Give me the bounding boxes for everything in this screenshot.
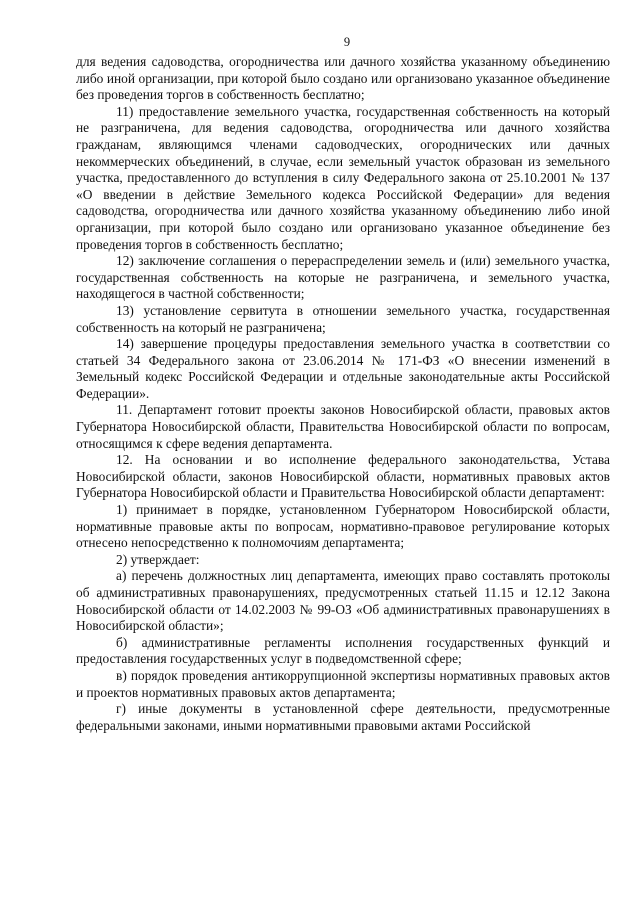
paragraph-subitem-b: б) административные регламенты исполнения государственных функций и предоставления государственных услуг в подведомственной сфере; [76,634,610,667]
paragraph-item-12: 12) заключение соглашения о перераспределении земель и (или) земельного участка, государственная собственность на которые не разграничена, и земельного участка, находящегося в частной собственности; [76,253,610,302]
paragraph-section-11: 11. Департамент готовит проекты законов Новосибирской области, правовых актов Губернатора Новосибирской области, Правительства Новосибирской области по вопросам, относящимся к сфере ведения департамента. [76,402,610,451]
paragraph-item-13: 13) установление сервитута в отношении земельного участка, государственная собственность на который не разграничена; [76,302,610,335]
paragraph-section-12: 12. На основании и во исполнение федерального законодательства, Устава Новосибирской области, законов Новосибирской области, нормативных правовых актов Губернатора Новосибирской области и Правительства Новосибирской области департамент: [76,452,610,501]
paragraph-subitem-1: 1) принимает в порядке, установленном Губернатором Новосибирской области, нормативные правовые акты по вопросам, нормативно-правовое регулирование которых отнесено непосредственно к полномочиям департамента; [76,502,610,551]
paragraph-item-14: 14) завершение процедуры предоставления земельного участка в соответствии со статьей 34 Федерального закона от 23.06.2014 № 171-ФЗ «О внесении изменений в Земельный кодекс Российской Федерации и отдельные законодательные акты Российской Федерации». [76,336,610,401]
paragraph-item-11: 11) предоставление земельного участка, государственная собственность на который не разграничена, для ведения садоводства, огородничества или дачного хозяйства гражданам, являющимся членами садоводческих, огороднических или дачных некоммерческих объединений, в случае, если земельный участок образован из земельного участка, предоставленного до вступления в силу Федерального закона от 25.10.2001 № 137 «О введении в действие Земельного кодекса Российской Федерации» для ведения садоводства, огородничества или дачного хозяйства указанному объединению либо иной организации, при которой было создано или организовано указанное объединение без проведения торгов в собственность бесплатно; [76,103,610,252]
paragraph-subitem-v: в) порядок проведения антикоррупционной экспертизы нормативных правовых актов и проектов нормативных правовых актов департамента; [76,667,610,700]
paragraph-continuation: для ведения садоводства, огородничества или дачного хозяйства указанному объединению либо иной организации, при которой было создано или организовано указанное объединение без проведения торгов в собственность бесплатно; [76,54,610,103]
page-number: 9 [343,35,351,49]
paragraph-subitem-g: г) иные документы в установленной сфере деятельности, предусмотренные федеральными законами, иными нормативными правовыми актами Российской [76,701,610,733]
paragraph-subitem-a: а) перечень должностных лиц департамента, имеющих право составлять протоколы об административных правонарушениях, предусмотренных статьей 11.15 и 12.12 Закона Новосибирской области от 14.02.2003 № 99-ОЗ «Об административных правонарушениях в Новосибирской области»; [76,568,610,634]
paragraph-subitem-2: 2) утверждает: [116,551,200,567]
